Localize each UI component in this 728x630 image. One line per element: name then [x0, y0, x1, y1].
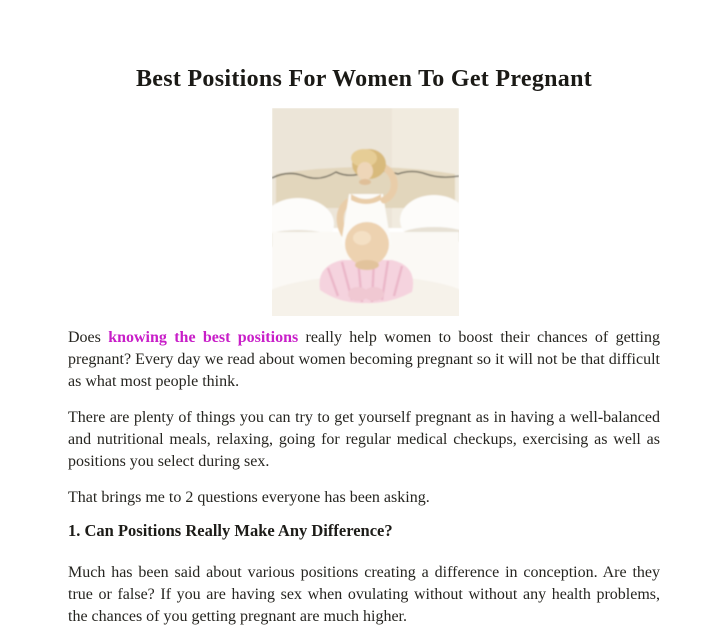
photo-illustration — [272, 108, 459, 316]
pregnant-woman-photo — [272, 108, 459, 316]
photo-belly — [345, 222, 389, 266]
paragraph-two-questions: That brings me to 2 questions everyone has been asking. — [68, 489, 430, 506]
article-body — [68, 327, 660, 630]
page-title: Best Positions For Women To Get Pregnant — [135, 66, 593, 92]
intro-paragraph — [68, 327, 660, 393]
intro-text-after: really help women to boost their chances of getting pregnant? Every day we read about women becoming pregnant so it will not be that difficult as what most people think. — [68, 329, 661, 390]
section-heading-can-positions-make-difference: 1. Can Positions Really Make Any Difference? — [68, 521, 393, 540]
best-positions-link[interactable]: knowing the best positions — [108, 329, 299, 346]
intro-text-before: Does — [68, 329, 109, 346]
paragraph-plenty-of-things: There are plenty of things you can try to get yourself pregnant as in having a well-balanced and nutritional meals, relaxing, going for regular medical checkups, exercising as well as positions you select during sex. — [68, 409, 660, 470]
photo-face — [357, 162, 373, 180]
paragraph-much-has-been-said: Much has been said about various positions creating a difference in conception. Are they true or false? If you are having sex when ovulating without without any health problems, the chances of you getting pregnant are much higher. — [68, 564, 660, 625]
